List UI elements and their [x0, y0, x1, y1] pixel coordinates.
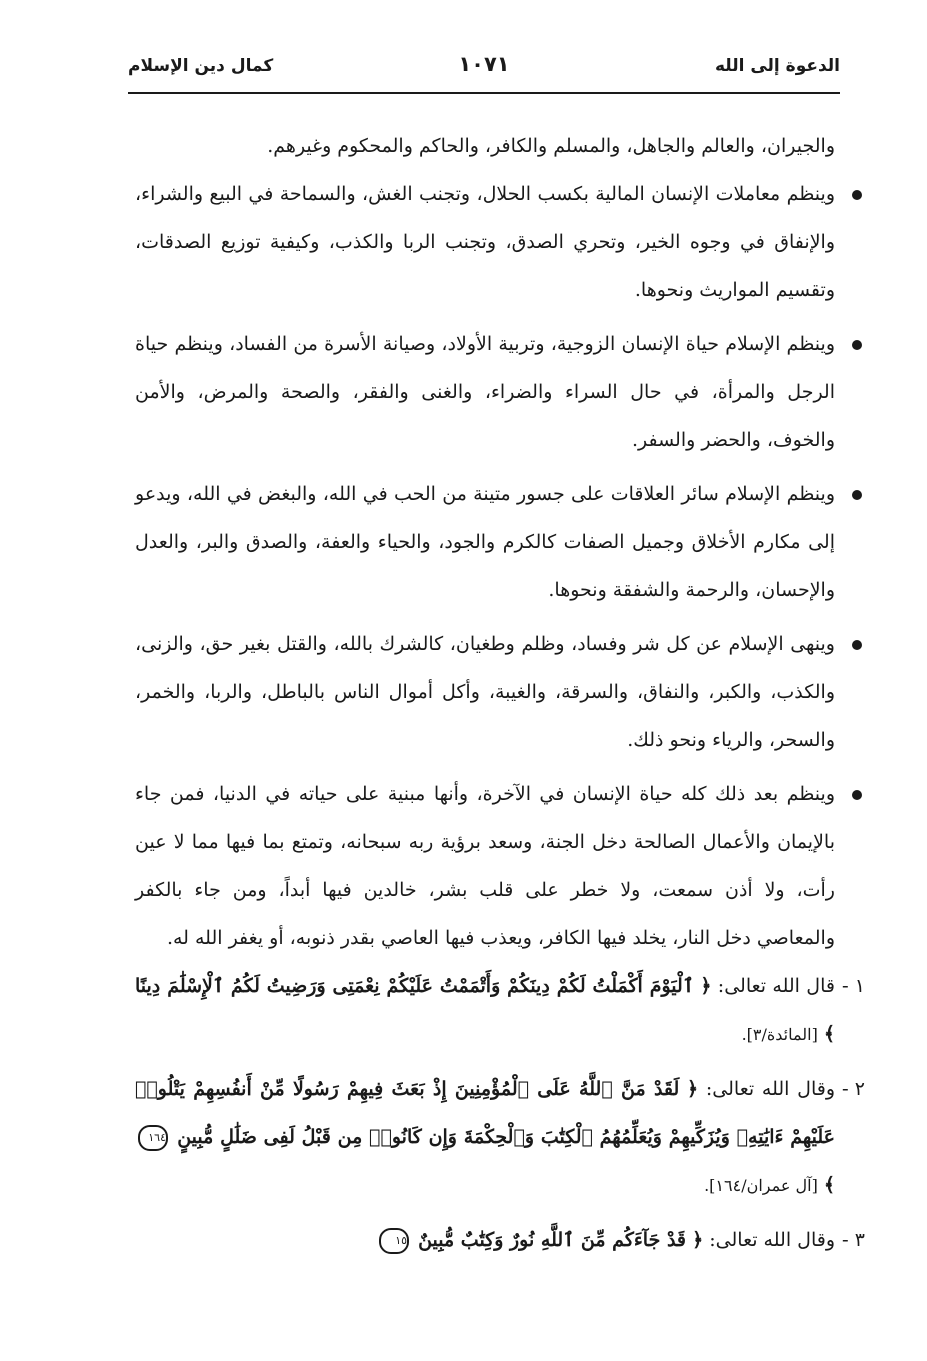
bullet-icon	[852, 340, 862, 350]
bullet-text: وينظم بعد ذلك كله حياة الإنسان في الآخرة، وأنها مبنية على حياته في الدنيا، فمن جاء بالإيمان والأعمال الصالحة دخل الجنة، وسعد برؤية ربه سبحانه، وتمتع بما فيها مما لا عين رأت، ولا أذن سمعت، ولا خطر على قلب بشر، خالدين فيها أبداً، ومن جاء بالكفر والمعاصي دخل النار، يخلد فيها الكافر، ويعذب فيها العاصي بقدر ذنوبه، أو يغفر الله له.	[135, 783, 835, 949]
verse-text: قَدْ جَآءَكُم مِّنَ ٱللَّهِ نُورٌ وَكِتَٰبٌ مُّبِينٌ	[418, 1229, 687, 1251]
verse-item-3	[135, 1216, 865, 1264]
verse-number: ٣ -	[841, 1229, 865, 1251]
bullet-icon	[852, 640, 862, 650]
bullet-text: وينهى الإسلام عن كل شر وفساد، وظلم وطغيان، كالشرك بالله، والقتل بغير حق، والزنى، والكذب، والكبر، والنفاق، والسرقة، والغيبة، وأكل أموال الناس بالباطل، والربا، والخمر، والسحر، والرياء ونحو ذلك.	[135, 633, 835, 751]
verse-open-bracket: ﴿	[692, 1229, 704, 1251]
verse-number: ١ -	[841, 975, 865, 997]
bullet-text: وينظم معاملات الإنسان المالية بكسب الحلال، وتجنب الغش، والسماحة في البيع والشراء، والإنفاق في وجوه الخير، وتحري الصدق، وتجنب الربا والكذب، وكيفية توزيع الصدقات، وتقسيم المواريث ونحوها.	[135, 183, 835, 301]
verse-open-bracket: ﴿	[687, 1078, 699, 1100]
intro-paragraph: والجيران، والعالم والجاهل، والمسلم والكافر، والحاكم والمحكوم وغيرهم.	[267, 135, 835, 157]
verse-open-bracket: ﴿	[700, 975, 712, 997]
verse-item-1	[135, 962, 865, 1059]
verse-text: ٱلْيَوْمَ أَكْمَلْتُ لَكُمْ دِينَكُمْ وَأَتْمَمْتُ عَلَيْكُمْ نِعْمَتِى وَرَضِيتُ لَكُمُ ٱلْإِسْلَٰمَ دِينًا	[135, 975, 694, 997]
header-chapter-title: الدعوة إلى الله	[714, 56, 840, 76]
verse-close-bracket: ﴾	[823, 1023, 835, 1045]
verse-number: ٢ -	[841, 1078, 865, 1100]
bullet-text: وينظم الإسلام سائر العلاقات على جسور متينة من الحب في الله، والبغض في الله، ويدعو إلى مكارم الأخلاق وجميل الصفات كالكرم والجود، والحياء والعفة، والصدق والبر، والعدل والإحسان، والرحمة والشفقة ونحوها.	[135, 483, 835, 601]
verse-reference: [آل عمران/١٦٤].	[704, 1176, 818, 1195]
ayah-number-icon: ١٥	[379, 1228, 409, 1254]
verse-intro: قال الله تعالى:	[717, 975, 835, 997]
ayah-number-icon: ١٦٤	[138, 1125, 168, 1151]
verse-reference: [المائدة/٣].	[741, 1025, 818, 1044]
bullet-icon	[852, 790, 862, 800]
verse-close-bracket: ﴾	[823, 1174, 835, 1196]
bullet-item-2	[135, 320, 835, 464]
page-body	[135, 122, 865, 1264]
verse-intro: وقال الله تعالى:	[709, 1229, 835, 1251]
bullet-text: وينظم الإسلام حياة الإنسان الزوجية، وتربية الأولاد، وصيانة الأسرة من الفساد، وينظم حياة الرجل والمرأة، في حال السراء والضراء، والغنى والفقر، والصحة والمرض، والأمن والخوف، والحضر والسفر.	[135, 333, 835, 451]
verse-intro: وقال الله تعالى:	[705, 1078, 835, 1100]
page-number: ١٠٧١	[458, 52, 510, 76]
header-section-title: كمال دين الإسلام	[128, 56, 274, 76]
bullet-icon	[852, 490, 862, 500]
verse-item-2	[135, 1065, 865, 1210]
bullet-item-5	[135, 770, 835, 962]
bullet-item-4	[135, 620, 835, 764]
bullet-item-1	[135, 170, 835, 314]
running-header	[128, 52, 840, 94]
bullet-icon	[852, 190, 862, 200]
bullet-item-3	[135, 470, 835, 614]
verse-text: لَقَدْ مَنَّ ٱللَّهُ عَلَى ٱلْمُؤْمِنِينَ إِذْ بَعَثَ فِيهِمْ رَسُولًا مِّنْ أَنفُسِهِمْ يَتْلُوا۟ عَلَيْهِمْ ءَايَٰتِهِۦ وَيُزَكِّيهِمْ وَيُعَلِّمُهُمُ ٱلْكِتَٰبَ وَٱلْحِكْمَةَ وَإِن كَانُوا۟ مِن قَبْلُ لَفِى ضَلَٰلٍ مُّبِينٍ	[135, 1078, 835, 1148]
